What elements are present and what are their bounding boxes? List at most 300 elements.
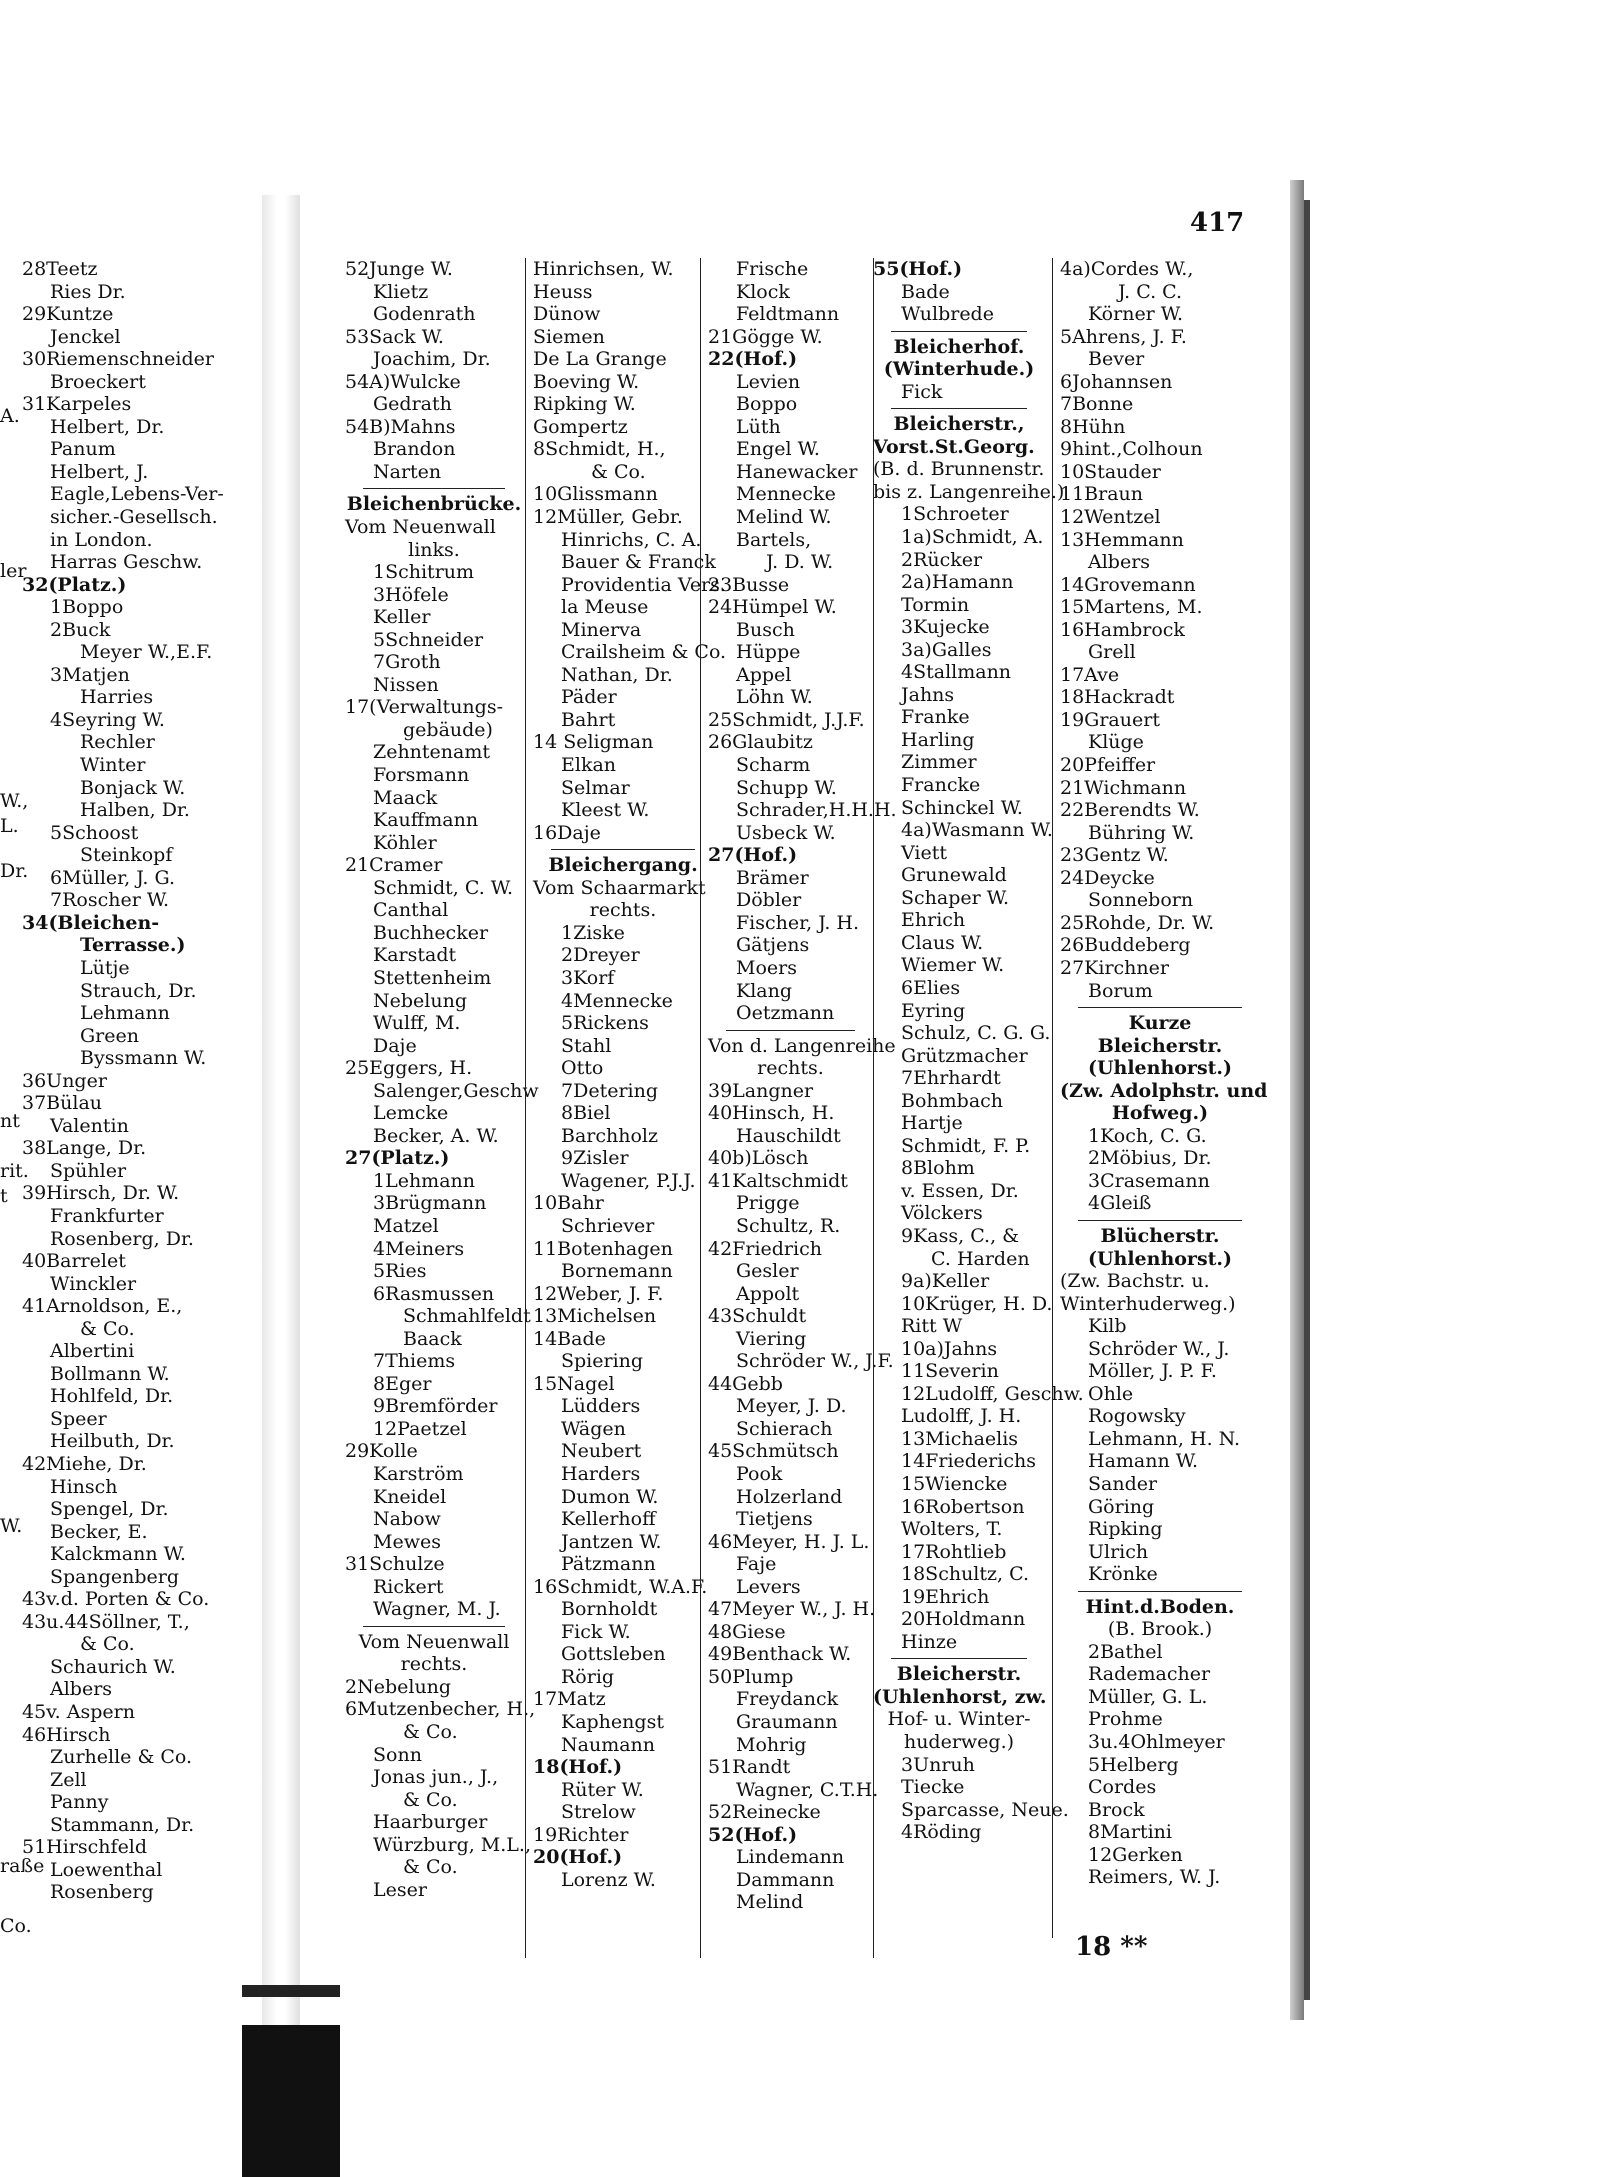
directory-entry: 2Nebelung (345, 1675, 452, 1698)
directory-entry: Körner W. (1088, 303, 1184, 326)
directory-entry: 7Bonne (1060, 393, 1134, 416)
directory-entry: 9hint.,Colhoun (1060, 438, 1203, 461)
directory-entry: 3Kujecke (901, 616, 990, 639)
directory-entry: 2Rücker (901, 548, 983, 571)
directory-entry: Faje (736, 1553, 777, 1576)
directory-entry: Spühler (50, 1159, 127, 1182)
directory-entry: Keller (373, 606, 431, 629)
directory-entry: Pätzmann (561, 1553, 656, 1576)
directory-entry: Schröder W., J.F. (736, 1350, 894, 1373)
directory-entry: Sparcasse, Neue. (901, 1798, 1069, 1821)
margin-fragment: ler (0, 560, 27, 582)
directory-entry: Melind W. (736, 506, 832, 529)
directory-entry: sicher.-Gesellsch. (50, 506, 218, 529)
directory-entry: 22Berendts W. (1060, 799, 1200, 822)
column-3 (533, 258, 727, 1891)
directory-entry: 52Junge W. (345, 258, 453, 280)
directory-entry: Viering (736, 1327, 807, 1350)
directory-entry: Melind (736, 1891, 804, 1914)
directory-entry: 5Rickens (561, 1012, 649, 1035)
street-heading: 20(Hof.) (533, 1846, 623, 1869)
directory-entry: Löhn W. (736, 686, 813, 709)
directory-entry: Usbeck W. (736, 821, 836, 844)
directory-entry: Hartje (901, 1112, 963, 1135)
directory-entry: 46Hirsch (22, 1723, 111, 1746)
directory-entry: Karström (373, 1462, 464, 1485)
directory-entry: 8Blohm (901, 1157, 975, 1180)
directory-entry: Köhler (373, 831, 437, 854)
directory-entry: 16Robertson (901, 1495, 1025, 1518)
directory-entry: & Co. (591, 460, 646, 483)
directory-entry: rechts. (400, 1653, 468, 1676)
section-rule (1078, 1007, 1242, 1008)
directory-entry: 27Kirchner (1060, 956, 1169, 979)
directory-entry: 17Matz (533, 1688, 606, 1711)
directory-entry: Rüter W. (561, 1778, 644, 1801)
directory-entry: Bade (901, 280, 950, 303)
directory-entry: J. C. C. (1118, 280, 1183, 303)
section-rule (891, 1658, 1027, 1659)
directory-entry: 36Unger (22, 1069, 107, 1092)
street-heading: 27(Platz.) (345, 1147, 450, 1170)
directory-entry: 17Rohtlieb (901, 1540, 1007, 1563)
directory-entry: Tietjens (736, 1508, 813, 1531)
directory-entry: 2Möbius, Dr. (1088, 1147, 1212, 1170)
directory-entry: Godenrath (373, 303, 476, 326)
directory-entry: Panny (50, 1791, 109, 1814)
directory-entry: 6Mutzenbecher, H., (345, 1698, 536, 1721)
directory-entry: (B. d. Brunnenstr. (873, 458, 1045, 481)
directory-entry: Von d. Langenreihe (708, 1034, 896, 1057)
directory-entry: 13Hemmann (1060, 528, 1184, 551)
directory-entry: 3Matjen (50, 663, 130, 686)
column-divider (873, 258, 874, 1958)
directory-entry: Rechler (80, 731, 155, 754)
directory-entry: Hanewacker (736, 460, 858, 483)
street-heading: Bleichenbrücke. (346, 493, 522, 516)
directory-entry: Canthal (373, 899, 449, 922)
directory-entry: Kauffmann (373, 809, 479, 832)
directory-entry: Bornholdt (561, 1598, 658, 1621)
directory-entry: 29Kolle (345, 1440, 418, 1463)
directory-entry: & Co. (80, 1317, 135, 1340)
directory-entry: 1Schroeter (901, 503, 1009, 526)
street-heading: 22(Hof.) (708, 348, 798, 371)
directory-entry: 12Paetzel (373, 1417, 467, 1440)
directory-entry: 40Barrelet (22, 1250, 126, 1273)
directory-entry: 51Hirschfeld (22, 1836, 148, 1859)
directory-entry: 4Gleiß (1088, 1192, 1152, 1215)
directory-entry: Nissen (373, 673, 439, 696)
directory-entry: Meyer, J. D. (736, 1395, 847, 1418)
directory-entry: Bühring W. (1088, 821, 1195, 844)
directory-entry: Heilbuth, Dr. (50, 1430, 175, 1453)
street-heading: Hofweg.) (1111, 1102, 1209, 1125)
directory-entry: 5Schoost (50, 821, 139, 844)
directory-entry: Stettenheim (373, 966, 492, 989)
directory-entry: 5Helberg (1088, 1753, 1179, 1776)
directory-entry: Winter (80, 754, 146, 777)
directory-entry: Harras Geschw. (50, 551, 203, 574)
directory-entry: 10Stauder (1060, 460, 1161, 483)
directory-entry: Zurhelle & Co. (50, 1746, 193, 1769)
directory-entry: 40Hinsch, H. (708, 1102, 835, 1125)
directory-entry: Vom Neuenwall (345, 516, 496, 539)
directory-entry: 24Hümpel W. (708, 596, 837, 619)
directory-entry: Winckler (50, 1272, 137, 1295)
directory-entry: 4a)Wasmann W. (901, 819, 1053, 842)
directory-entry: Joachim, Dr. (373, 348, 491, 371)
street-heading: Bleichergang. (548, 854, 698, 877)
directory-entry: 7Thiems (373, 1350, 456, 1373)
directory-entry: Kleest W. (561, 799, 650, 822)
margin-fragment: nt (0, 1110, 20, 1132)
directory-entry: Wagner, C.T.H. (736, 1778, 879, 1801)
book-gutter (262, 195, 300, 2025)
directory-entry: 6Elies (901, 976, 961, 999)
directory-entry: Bever (1088, 348, 1145, 371)
column-divider (700, 258, 701, 1958)
street-heading: 52(Hof.) (708, 1823, 798, 1846)
directory-entry: Hinrichsen, W. (533, 258, 674, 280)
directory-entry: Steinkopf (80, 844, 173, 867)
directory-entry: v. Essen, Dr. (901, 1179, 1019, 1202)
directory-entry: C. Harden (931, 1247, 1030, 1270)
directory-entry: Grützmacher (901, 1044, 1028, 1067)
directory-entry: 18Hackradt (1060, 686, 1175, 709)
directory-entry: Helbert, J. (50, 460, 149, 483)
directory-entry: Schröder W., J. (1088, 1337, 1230, 1360)
page-edge (1290, 180, 1304, 2020)
directory-entry: Ritt W (901, 1315, 963, 1338)
directory-entry: Zehntenamt (373, 741, 491, 764)
directory-entry: Grunewald (901, 864, 1007, 887)
directory-entry: Narten (373, 460, 442, 483)
directory-entry: 8Eger (373, 1372, 432, 1395)
directory-entry: 49Benthack W. (708, 1643, 852, 1666)
directory-entry: 51Randt (708, 1756, 791, 1779)
directory-entry: 2a)Hamann (901, 571, 1014, 594)
directory-entry: 41Arnoldson, E., (22, 1295, 183, 1318)
directory-entry: 15Nagel (533, 1372, 615, 1395)
directory-entry: 23Busse (708, 573, 790, 596)
directory-entry: Feldtmann (736, 303, 840, 326)
directory-entry: 8Schmidt, H., (533, 438, 666, 461)
directory-entry: Ries Dr. (50, 280, 126, 303)
directory-entry: 4Röding (901, 1821, 982, 1844)
directory-entry: Schriever (561, 1214, 655, 1237)
directory-entry: Prigge (736, 1192, 800, 1215)
directory-entry: Karstadt (373, 944, 457, 967)
directory-entry: 7Detering (561, 1079, 659, 1102)
page-number: 417 (1190, 208, 1245, 238)
directory-entry: Heuss (533, 280, 593, 303)
directory-entry: Scharm (736, 754, 811, 777)
section-rule (1078, 1220, 1242, 1221)
directory-entry: Schmidt, C. W. (373, 876, 514, 899)
column-divider (525, 258, 526, 1958)
directory-entry: Fick W. (561, 1620, 631, 1643)
directory-entry: Tiecke (901, 1776, 965, 1799)
directory-entry: Schierach (736, 1417, 833, 1440)
directory-entry: Wagner, M. J. (373, 1598, 501, 1621)
directory-entry: Ehrich (901, 909, 966, 932)
binding-mark (242, 1985, 340, 1997)
margin-fragment: raße (0, 1855, 45, 1877)
directory-entry: Fischer, J. H. (736, 911, 860, 934)
directory-entry: Gompertz (533, 415, 628, 438)
directory-entry: Jahns (901, 683, 955, 706)
directory-entry: Salenger,Geschw (373, 1079, 539, 1102)
directory-entry: Jenckel (50, 325, 121, 348)
directory-entry: Frische (736, 258, 809, 280)
directory-entry: Baack (403, 1327, 462, 1350)
directory-entry: 25Eggers, H. (345, 1057, 473, 1080)
page-edge-shadow (1304, 200, 1310, 2000)
directory-entry: 3Korf (561, 966, 615, 989)
column-5 (873, 258, 1084, 1844)
directory-entry: Hohlfeld, Dr. (50, 1385, 174, 1408)
directory-entry: 12Ludolff, Geschw. (901, 1382, 1084, 1405)
directory-entry: 8Martini (1088, 1821, 1172, 1844)
directory-entry: 7Groth (373, 651, 441, 674)
directory-entry: Minerva (561, 618, 642, 641)
directory-entry: 8Biel (561, 1102, 611, 1125)
directory-entry: Wulbrede (901, 303, 994, 326)
directory-entry: Bonjack W. (80, 776, 186, 799)
directory-entry: 24Deycke (1060, 866, 1155, 889)
directory-entry: & Co. (403, 1721, 458, 1743)
directory-entry: 1Ziske (561, 921, 625, 944)
directory-entry: Crailsheim & Co. (561, 641, 727, 664)
directory-entry: 28Teetz (22, 258, 98, 280)
directory-entry: Borum (1088, 979, 1153, 1002)
directory-entry: 12Müller, Gebr. (533, 506, 683, 529)
directory-entry: 2Bathel (1088, 1640, 1163, 1663)
directory-entry: Dammann (736, 1868, 835, 1891)
directory-entry: Kilb (1088, 1315, 1127, 1338)
section-rule (1078, 1591, 1242, 1592)
directory-entry: 5Ries (373, 1260, 427, 1283)
directory-entry: 16Hambrock (1060, 618, 1185, 641)
directory-entry: Hinrichs, C. A. (561, 528, 702, 551)
directory-entry: Francke (901, 774, 981, 797)
directory-entry: 15Martens, M. (1060, 596, 1203, 619)
directory-entry: 1Koch, C. G. (1088, 1124, 1207, 1147)
directory-entry: Gätjens (736, 934, 810, 957)
directory-entry: Wägen (561, 1417, 626, 1440)
directory-entry: Holzerland (736, 1485, 843, 1508)
directory-entry: Kaphengst (561, 1711, 664, 1733)
margin-fragment: W. (0, 1515, 23, 1537)
directory-entry: Hamann W. (1088, 1450, 1199, 1473)
margin-fragment: rit. (0, 1160, 29, 1182)
directory-entry: (B. Brook.) (1107, 1618, 1213, 1641)
directory-entry: Würzburg, M.L., (373, 1833, 532, 1856)
directory-entry: Mewes (373, 1530, 441, 1553)
street-heading: (Zw. Adolphstr. und (1060, 1079, 1268, 1102)
directory-entry: Daje (373, 1034, 417, 1057)
directory-entry: Bollmann W. (50, 1362, 170, 1385)
directory-entry: Bornemann (561, 1260, 673, 1283)
directory-entry: & Co. (403, 1788, 458, 1811)
directory-entry: & Co. (80, 1633, 135, 1656)
directory-entry: Klang (736, 979, 792, 1002)
street-heading: 55(Hof.) (873, 258, 963, 280)
directory-entry: 10Bahr (533, 1192, 604, 1215)
directory-entry: 5Schneider (373, 628, 484, 651)
directory-entry: Vom Schaarmarkt (533, 876, 706, 899)
directory-entry: 37Bülau (22, 1092, 103, 1115)
margin-fragment: W., (0, 790, 29, 812)
directory-entry: Forsmann (373, 764, 470, 787)
directory-entry: rechts. (757, 1057, 824, 1080)
directory-entry: 53Sack W. (345, 325, 444, 348)
directory-entry: Loewenthal (50, 1858, 163, 1881)
directory-entry: Wiemer W. (901, 954, 1005, 977)
directory-entry: Nathan, Dr. (561, 663, 673, 686)
directory-entry: in London. (50, 528, 153, 551)
directory-entry: 5Ahrens, J. F. (1060, 325, 1187, 348)
directory-entry: 21Wichmann (1060, 776, 1187, 799)
directory-entry: Rörig (561, 1665, 615, 1688)
directory-entry: Bartels, (736, 528, 812, 551)
directory-entry: Ludolff, J. H. (901, 1405, 1022, 1428)
directory-entry: Meyer W.,E.F. (80, 641, 213, 664)
directory-entry: Rickert (373, 1575, 444, 1598)
directory-entry: Jonas jun., J., (373, 1766, 499, 1789)
directory-entry: Sander (1088, 1472, 1158, 1495)
directory-entry: 11Braun (1060, 483, 1144, 506)
directory-entry: Helbert, Dr. (50, 415, 165, 438)
directory-entry: Lehmann (80, 1002, 170, 1025)
directory-entry: Spengel, Dr. (50, 1498, 169, 1521)
directory-entry: Levien (736, 370, 801, 393)
directory-entry: 16Schmidt, W.A.F. (533, 1575, 708, 1598)
directory-entry: Reimers, W. J. (1088, 1866, 1221, 1889)
directory-entry: Päder (561, 686, 617, 709)
directory-entry: Schinckel W. (901, 796, 1023, 819)
directory-entry: Matzel (373, 1214, 439, 1237)
street-heading: Bleicherstr. (1097, 1034, 1223, 1057)
directory-entry: la Meuse (561, 596, 649, 619)
directory-entry: 11Severin (901, 1360, 999, 1383)
directory-entry: De La Grange (533, 348, 667, 371)
directory-entry: 54B)Mahns (345, 415, 456, 438)
directory-entry: Hof- u. Winter- (887, 1708, 1031, 1731)
directory-entry: Wagener, P.J.J. (561, 1169, 696, 1192)
directory-entry: Hüppe (736, 641, 801, 664)
directory-entry: 14Bade (533, 1327, 606, 1350)
directory-entry: Panum (50, 438, 116, 461)
directory-entry: Brämer (736, 866, 809, 889)
directory-entry: Albers (1088, 551, 1151, 574)
street-heading: Bleicherstr. (896, 1663, 1022, 1686)
directory-entry: Schrader,H.H.H. (736, 799, 897, 822)
directory-entry: Barchholz (561, 1124, 659, 1147)
signature-mark: 18 ** (1075, 1932, 1148, 1962)
directory-entry: Frankfurter (50, 1204, 164, 1227)
street-heading: 27(Hof.) (708, 844, 798, 867)
street-heading: Blücherstr. (1100, 1224, 1220, 1247)
directory-entry: 3u.4Ohlmeyer (1088, 1731, 1225, 1753)
directory-entry: 54A)Wulcke (345, 370, 461, 393)
directory-entry: bis z. Langenreihe.) (873, 480, 1065, 503)
directory-entry: 21Gögge W. (708, 325, 823, 348)
directory-entry: 17Ave (1060, 663, 1120, 686)
directory-entry: 17(Verwaltungs- (345, 696, 504, 719)
directory-entry: 52Reinecke (708, 1801, 821, 1824)
directory-entry: Schultz, R. (736, 1214, 841, 1237)
column-1 (22, 258, 247, 1904)
margin-fragment: Dr. (0, 860, 29, 882)
section-rule (891, 408, 1027, 409)
directory-entry: Pook (736, 1462, 783, 1485)
directory-entry: 10a)Jahns (901, 1337, 998, 1360)
margin-fragment: L. (0, 815, 19, 837)
directory-entry: Becker, E. (50, 1520, 148, 1543)
directory-entry: Albertini (50, 1340, 135, 1363)
directory-entry: Mennecke (736, 483, 836, 506)
section-rule (363, 488, 505, 489)
directory-entry: Claus W. (901, 931, 984, 954)
directory-entry: Döbler (736, 889, 802, 912)
directory-entry: 2Buck (50, 618, 111, 641)
directory-entry: 42Miehe, Dr. (22, 1452, 147, 1475)
directory-entry: 31Schulze (345, 1553, 445, 1576)
directory-entry: Buchhecker (373, 921, 489, 944)
directory-entry: (Zw. Bachstr. u. (1060, 1270, 1210, 1293)
directory-entry: Gedrath (373, 393, 452, 416)
directory-entry: Krönke (1088, 1563, 1158, 1586)
directory-entry: Eyring (901, 999, 966, 1022)
directory-entry: Busch (736, 618, 795, 641)
directory-entry: Nabow (373, 1508, 441, 1531)
directory-entry: 38Lange, Dr. (22, 1137, 147, 1160)
directory-entry: 4Meiners (373, 1237, 465, 1260)
directory-entry: Schaper W. (901, 886, 1009, 909)
directory-entry: Bauer & Franck (561, 551, 716, 574)
directory-entry: 4Seyring W. (50, 708, 165, 731)
directory-entry: Schmidt, F. P. (901, 1134, 1031, 1157)
directory-entry: 29Kuntze (22, 303, 114, 326)
directory-entry: Lütje (80, 956, 130, 979)
directory-entry: 3Unruh (901, 1753, 975, 1776)
directory-entry: Hinze (901, 1630, 958, 1653)
directory-entry: 14Grovemann (1060, 573, 1196, 596)
directory-entry: 9Bremförder (373, 1395, 498, 1418)
directory-entry: 3a)Galles (901, 638, 992, 661)
directory-entry: 43u.44Söllner, T., (22, 1610, 190, 1633)
directory-entry: J. D. W. (766, 551, 834, 574)
directory-entry: Rosenberg, Dr. (50, 1227, 194, 1250)
directory-entry: 31Karpeles (22, 393, 132, 416)
directory-entry: 13Michelsen (533, 1305, 657, 1328)
directory-entry: Elkan (561, 754, 617, 777)
directory-entry: 7Ehrhardt (901, 1067, 1001, 1090)
directory-entry: 12Gerken (1088, 1843, 1183, 1866)
street-heading: 18(Hof.) (533, 1756, 623, 1779)
directory-entry: Völckers (901, 1202, 983, 1225)
directory-entry: Gottsleben (561, 1643, 666, 1666)
directory-entry: 4Stallmann (901, 661, 1012, 684)
directory-entry: Bohmbach (901, 1089, 1004, 1112)
directory-entry: 43v.d. Porten & Co. (22, 1588, 210, 1611)
column-2 (345, 258, 539, 1901)
directory-entry: 14 Seligman (533, 731, 654, 754)
directory-entry: Jantzen W. (561, 1530, 662, 1553)
directory-entry: Cordes (1088, 1776, 1157, 1799)
